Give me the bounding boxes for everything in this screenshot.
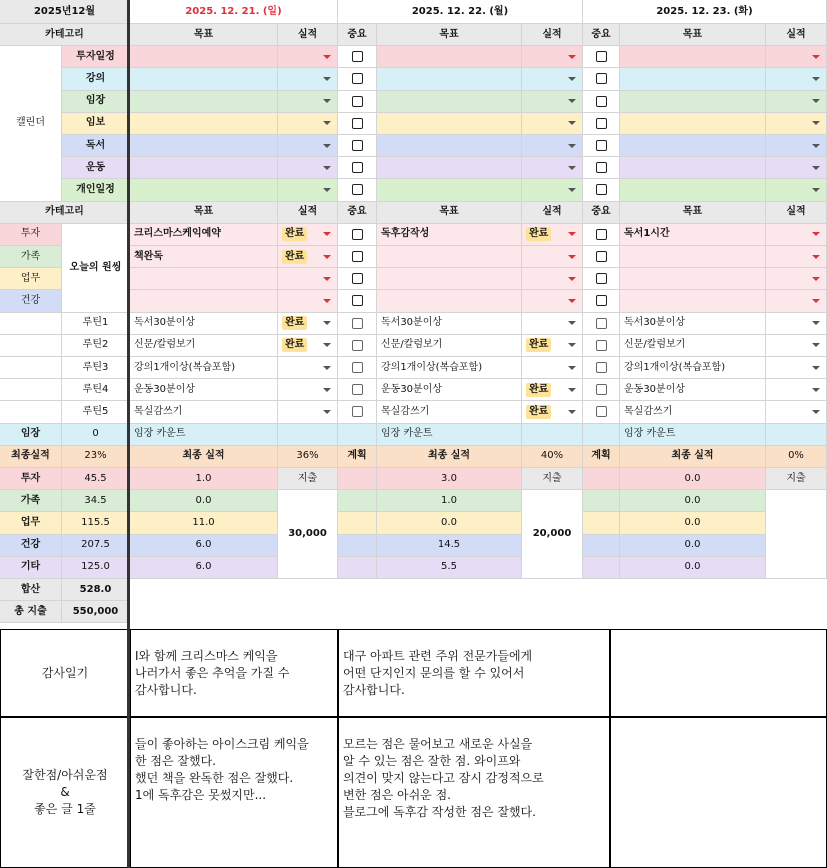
total-label: 합산 — [0, 579, 62, 601]
routine-blank — [0, 335, 62, 357]
important-cell — [583, 335, 620, 357]
important-checkbox[interactable] — [596, 273, 607, 284]
day-final-value: 1.0 — [130, 468, 278, 490]
day-final-value: 5.5 — [377, 557, 522, 579]
plan-cell[interactable] — [583, 490, 620, 512]
important-cell — [338, 179, 377, 201]
important-checkbox[interactable] — [352, 295, 363, 306]
reflection-entry-3[interactable] — [610, 717, 827, 868]
important-cell — [338, 91, 377, 113]
done-chip: 완료 — [526, 383, 551, 397]
calendar-goal-input[interactable] — [130, 157, 278, 179]
important-cell — [338, 401, 377, 423]
important-cell — [338, 313, 377, 335]
summary-value: 207.5 — [62, 535, 130, 557]
calendar-row-label: 임보 — [62, 113, 130, 135]
done-chip: 완료 — [526, 405, 551, 419]
day-expense — [766, 490, 827, 579]
important-checkbox[interactable] — [596, 251, 607, 262]
result-dropdown[interactable] — [766, 46, 827, 68]
day-final-value: 6.0 — [130, 557, 278, 579]
final-result-col: 최종 실적 — [130, 446, 278, 468]
routine-goal[interactable]: 강의1개이상(복습포함) — [130, 357, 278, 379]
result-dropdown[interactable] — [278, 135, 338, 157]
done-chip: 완료 — [526, 227, 551, 241]
calendar-goal-input[interactable] — [377, 91, 522, 113]
goal-header: 목표 — [130, 24, 278, 46]
important-checkbox[interactable] — [352, 51, 363, 62]
onething-category: 투자 — [0, 224, 62, 246]
important-checkbox[interactable] — [352, 273, 363, 284]
day-final-value: 14.5 — [377, 535, 522, 557]
calendar-goal-input[interactable] — [130, 113, 278, 135]
summary-label: 가족 — [0, 490, 62, 512]
day-expense: 30,000 — [278, 490, 338, 579]
important-checkbox[interactable] — [596, 406, 607, 417]
result-dropdown[interactable] — [522, 246, 583, 268]
important-checkbox[interactable] — [352, 362, 363, 373]
important-cell — [338, 157, 377, 179]
day-final-value: 6.0 — [130, 535, 278, 557]
calendar-row-label: 독서 — [62, 135, 130, 157]
important-cell — [338, 113, 377, 135]
important-cell — [583, 290, 620, 312]
calendar-goal-input[interactable] — [130, 135, 278, 157]
done-chip: 완료 — [282, 250, 307, 264]
blank — [522, 424, 583, 446]
routine-goal[interactable]: 운동30분이상 — [620, 379, 766, 401]
important-checkbox[interactable] — [596, 162, 607, 173]
onething-goal[interactable] — [620, 246, 766, 268]
calendar-goal-input[interactable] — [130, 179, 278, 201]
result-dropdown[interactable] — [766, 357, 827, 379]
calendar-goal-input[interactable] — [620, 179, 766, 201]
important-checkbox[interactable] — [596, 118, 607, 129]
done-chip: 완료 — [526, 338, 551, 352]
result-dropdown[interactable] — [522, 91, 583, 113]
important-cell — [338, 246, 377, 268]
plan-cell[interactable] — [338, 490, 377, 512]
routine-label: 루틴5 — [62, 401, 130, 423]
result-dropdown[interactable] — [278, 290, 338, 312]
blank — [338, 424, 377, 446]
summary-label: 업무 — [0, 512, 62, 534]
important-checkbox[interactable] — [596, 318, 607, 329]
onething-goal[interactable] — [620, 290, 766, 312]
result-dropdown[interactable] — [766, 68, 827, 90]
result-dropdown[interactable] — [766, 113, 827, 135]
calendar-goal-input[interactable] — [620, 113, 766, 135]
calendar-goal-input[interactable] — [377, 46, 522, 68]
routine-label: 루틴1 — [62, 313, 130, 335]
result-dropdown[interactable] — [522, 46, 583, 68]
onething-category: 건강 — [0, 290, 62, 312]
routine-goal[interactable]: 강의1개이상(복습포함) — [377, 357, 522, 379]
lecture-count-text: 임장 카운트 — [377, 424, 522, 446]
category-header: 카테고리 — [0, 24, 130, 46]
result-dropdown[interactable] — [278, 113, 338, 135]
routine-blank — [0, 313, 62, 335]
result-dropdown[interactable] — [278, 68, 338, 90]
day-final-value: 0.0 — [620, 490, 766, 512]
important-cell — [583, 179, 620, 201]
result-dropdown[interactable] — [278, 157, 338, 179]
routine-blank — [0, 379, 62, 401]
category-header: 카테고리 — [0, 202, 130, 224]
plan-label: 계획 — [338, 446, 377, 468]
done-chip: 완료 — [282, 338, 307, 352]
onething-goal[interactable] — [130, 268, 278, 290]
goal-header: 목표 — [130, 202, 278, 224]
important-checkbox[interactable] — [352, 318, 363, 329]
routine-goal[interactable]: 신문/칼럼보기 — [620, 335, 766, 357]
result-dropdown[interactable] — [766, 401, 827, 423]
routine-goal[interactable]: 목실감쓰기 — [377, 401, 522, 423]
important-cell — [338, 379, 377, 401]
onething-category: 가족 — [0, 246, 62, 268]
important-cell — [338, 335, 377, 357]
summary-label: 투자 — [0, 468, 62, 490]
day-final-value: 0.0 — [620, 468, 766, 490]
important-checkbox[interactable] — [596, 229, 607, 240]
result-header: 실적 — [522, 24, 583, 46]
calendar-label: 캘린더 — [0, 46, 62, 201]
routine-goal[interactable]: 신문/칼럼보기 — [130, 335, 278, 357]
important-checkbox[interactable] — [596, 51, 607, 62]
day-final-value: 0.0 — [620, 535, 766, 557]
important-checkbox[interactable] — [352, 162, 363, 173]
lecture-count-text: 임장 카운트 — [130, 424, 278, 446]
important-cell — [583, 157, 620, 179]
important-checkbox[interactable] — [352, 251, 363, 262]
result-dropdown[interactable] — [278, 401, 338, 423]
plan-cell[interactable] — [583, 512, 620, 534]
goal-header: 목표 — [620, 24, 766, 46]
expense-label: 지출 — [278, 468, 338, 490]
calendar-goal-input[interactable] — [377, 68, 522, 90]
important-header: 중요 — [338, 202, 377, 224]
important-cell — [583, 401, 620, 423]
important-header: 중요 — [338, 24, 377, 46]
result-dropdown[interactable] — [278, 335, 338, 357]
calendar-goal-input[interactable] — [620, 91, 766, 113]
goal-header: 목표 — [620, 202, 766, 224]
onething-category: 업무 — [0, 268, 62, 290]
onething-goal[interactable] — [377, 268, 522, 290]
onething-goal[interactable] — [130, 290, 278, 312]
day-expense: 20,000 — [522, 490, 583, 579]
blank — [278, 424, 338, 446]
important-checkbox[interactable] — [352, 140, 363, 151]
day-final-value: 0.0 — [377, 512, 522, 534]
important-cell — [583, 313, 620, 335]
important-checkbox[interactable] — [352, 340, 363, 351]
goal-header: 목표 — [377, 24, 522, 46]
important-cell — [338, 68, 377, 90]
final-result-col: 최종 실적 — [620, 446, 766, 468]
plan-cell[interactable] — [338, 535, 377, 557]
calendar-goal-input[interactable] — [377, 135, 522, 157]
result-dropdown[interactable] — [522, 313, 583, 335]
onething-goal[interactable] — [377, 246, 522, 268]
important-cell — [338, 268, 377, 290]
blank — [583, 424, 620, 446]
important-cell — [583, 268, 620, 290]
routine-label: 루틴4 — [62, 379, 130, 401]
result-dropdown[interactable] — [522, 357, 583, 379]
routine-goal[interactable]: 강의1개이상(복습포함) — [620, 357, 766, 379]
result-dropdown[interactable] — [522, 268, 583, 290]
important-cell — [338, 357, 377, 379]
important-cell — [338, 290, 377, 312]
summary-value: 34.5 — [62, 490, 130, 512]
important-cell — [338, 224, 377, 246]
result-dropdown[interactable] — [522, 68, 583, 90]
result-dropdown[interactable] — [278, 46, 338, 68]
onething-goal[interactable] — [377, 290, 522, 312]
calendar-goal-input[interactable] — [130, 68, 278, 90]
important-checkbox[interactable] — [352, 406, 363, 417]
important-checkbox[interactable] — [596, 340, 607, 351]
calendar-goal-input[interactable] — [620, 157, 766, 179]
routine-goal[interactable]: 독서30분이상 — [377, 313, 522, 335]
important-cell — [338, 135, 377, 157]
important-checkbox[interactable] — [596, 384, 607, 395]
expense-label: 지출 — [522, 468, 583, 490]
result-header: 실적 — [522, 202, 583, 224]
day-final-pct: 36% — [278, 446, 338, 468]
day-final-value: 1.0 — [377, 490, 522, 512]
result-header: 실적 — [766, 202, 827, 224]
routine-label: 루틴2 — [62, 335, 130, 357]
routine-goal[interactable]: 독서30분이상 — [620, 313, 766, 335]
important-checkbox[interactable] — [596, 73, 607, 84]
important-checkbox[interactable] — [596, 362, 607, 373]
lecture-count-text: 임장 카운트 — [620, 424, 766, 446]
routine-goal[interactable]: 목실감쓰기 — [620, 401, 766, 423]
summary-value: 115.5 — [62, 512, 130, 534]
onething-goal[interactable]: 책완독 — [130, 246, 278, 268]
gratitude-entry-1[interactable]: I와 함께 크리스마스 케익을 나러가서 좋은 추억을 가질 수 감사합니다. — [130, 629, 338, 717]
result-dropdown[interactable] — [766, 157, 827, 179]
onething-label: 오늘의 원씽 — [62, 224, 130, 313]
result-dropdown[interactable] — [522, 290, 583, 312]
result-dropdown[interactable] — [278, 379, 338, 401]
result-dropdown[interactable] — [766, 290, 827, 312]
total-expense-label: 총 지출 — [0, 601, 62, 623]
result-dropdown[interactable] — [278, 224, 338, 246]
lecture-count-label: 임장 — [0, 424, 62, 446]
lecture-count-value: 0 — [62, 424, 130, 446]
result-dropdown[interactable] — [766, 246, 827, 268]
important-checkbox[interactable] — [352, 96, 363, 107]
onething-goal[interactable]: 독서1시간 — [620, 224, 766, 246]
month-title: 2025년12월 — [0, 0, 130, 24]
important-cell — [583, 68, 620, 90]
calendar-row-label: 강의 — [62, 68, 130, 90]
routine-blank — [0, 401, 62, 423]
routine-goal[interactable]: 운동30분이상 — [377, 379, 522, 401]
final-result-col: 최종 실적 — [377, 446, 522, 468]
total-value: 528.0 — [62, 579, 130, 601]
gratitude-entry-3[interactable] — [610, 629, 827, 717]
day-final-pct: 40% — [522, 446, 583, 468]
result-dropdown[interactable] — [522, 135, 583, 157]
result-dropdown[interactable] — [766, 313, 827, 335]
result-dropdown[interactable] — [278, 313, 338, 335]
blank — [766, 424, 827, 446]
calendar-goal-input[interactable] — [620, 46, 766, 68]
day-final-pct: 0% — [766, 446, 827, 468]
day-final-value: 11.0 — [130, 512, 278, 534]
important-checkbox[interactable] — [352, 118, 363, 129]
calendar-goal-input[interactable] — [620, 68, 766, 90]
calendar-row-label: 개인일정 — [62, 179, 130, 201]
day-final-value: 3.0 — [377, 468, 522, 490]
important-cell — [583, 224, 620, 246]
result-dropdown[interactable] — [522, 179, 583, 201]
onething-goal[interactable] — [620, 268, 766, 290]
important-cell — [583, 46, 620, 68]
expense-label: 지출 — [766, 468, 827, 490]
date-header-1: 2025. 12. 21. (일) — [130, 0, 338, 24]
result-dropdown[interactable] — [522, 401, 583, 423]
result-dropdown[interactable] — [766, 135, 827, 157]
important-cell — [583, 379, 620, 401]
important-cell — [583, 246, 620, 268]
summary-value: 125.0 — [62, 557, 130, 579]
plan-cell[interactable] — [338, 557, 377, 579]
important-cell — [583, 113, 620, 135]
onething-goal[interactable]: 독후감작성 — [377, 224, 522, 246]
result-header: 실적 — [766, 24, 827, 46]
routine-goal[interactable]: 운동30분이상 — [130, 379, 278, 401]
result-dropdown[interactable] — [522, 157, 583, 179]
important-cell — [583, 91, 620, 113]
result-dropdown[interactable] — [766, 379, 827, 401]
frozen-column-divider — [127, 0, 130, 868]
result-dropdown[interactable] — [766, 179, 827, 201]
result-dropdown[interactable] — [766, 335, 827, 357]
important-checkbox[interactable] — [596, 295, 607, 306]
important-checkbox[interactable] — [352, 184, 363, 195]
summary-label: 건강 — [0, 535, 62, 557]
important-checkbox[interactable] — [352, 229, 363, 240]
gratitude-entry-2[interactable]: 대구 아파트 관련 주위 전문가들에게 어떤 단지인지 문의를 할 수 있어서 감사합니다. — [338, 629, 610, 717]
important-checkbox[interactable] — [352, 73, 363, 84]
important-cell — [583, 357, 620, 379]
calendar-goal-input[interactable] — [130, 46, 278, 68]
result-header: 실적 — [278, 202, 338, 224]
plan-cell[interactable] — [583, 557, 620, 579]
day-final-value: 0.0 — [620, 557, 766, 579]
summary-value: 45.5 — [62, 468, 130, 490]
plan-cell[interactable] — [338, 512, 377, 534]
important-cell — [338, 46, 377, 68]
reflection-entry-1[interactable]: 들이 좋아하는 아이스크림 케익을 한 점은 잘했다. 했던 책을 완독한 점은 잘했다. 1에 독후감은 못썼지만... — [130, 717, 338, 868]
plan-label: 계획 — [583, 446, 620, 468]
routine-blank — [0, 357, 62, 379]
important-header: 중요 — [583, 24, 620, 46]
day-final-value: 0.0 — [130, 490, 278, 512]
result-dropdown[interactable] — [522, 113, 583, 135]
calendar-row-label: 운동 — [62, 157, 130, 179]
calendar-goal-input[interactable] — [620, 135, 766, 157]
calendar-row-label: 임장 — [62, 91, 130, 113]
reflection-label: 잘한점/아쉬운점 & 좋은 글 1줄 — [0, 717, 130, 868]
result-dropdown[interactable] — [522, 335, 583, 357]
calendar-goal-input[interactable] — [377, 179, 522, 201]
gratitude-label: 감사일기 — [0, 629, 130, 717]
result-dropdown[interactable] — [766, 91, 827, 113]
routine-label: 루틴3 — [62, 357, 130, 379]
routine-goal[interactable]: 신문/칼럼보기 — [377, 335, 522, 357]
onething-goal[interactable]: 크리스마스케익예약 — [130, 224, 278, 246]
final-result-pct: 23% — [62, 446, 130, 468]
result-dropdown[interactable] — [278, 246, 338, 268]
result-dropdown[interactable] — [278, 357, 338, 379]
date-header-2: 2025. 12. 22. (월) — [338, 0, 583, 24]
total-expense-value: 550,000 — [62, 601, 130, 623]
routine-goal[interactable]: 독서30분이상 — [130, 313, 278, 335]
calendar-row-label: 투자일정 — [62, 46, 130, 68]
date-header-3: 2025. 12. 23. (화) — [583, 0, 827, 24]
routine-goal[interactable]: 목실감쓰기 — [130, 401, 278, 423]
plan-cell[interactable] — [583, 535, 620, 557]
result-dropdown[interactable] — [278, 268, 338, 290]
reflection-entry-2[interactable]: 모르는 점은 물어보고 새로운 사실을 알 수 있는 점은 잘한 점. 와이프와 의견이 맞지 않는다고 잠시 감정적으로 변한 점은 아쉬운 점. 블로그에 독후감 작성한 점은 잘했다. — [338, 717, 610, 868]
result-dropdown[interactable] — [522, 379, 583, 401]
goal-header: 목표 — [377, 202, 522, 224]
calendar-goal-input[interactable] — [377, 157, 522, 179]
done-chip: 완료 — [282, 316, 307, 330]
summary-label: 기타 — [0, 557, 62, 579]
important-checkbox[interactable] — [596, 184, 607, 195]
important-checkbox[interactable] — [352, 384, 363, 395]
result-header: 실적 — [278, 24, 338, 46]
day-final-value: 0.0 — [620, 512, 766, 534]
result-dropdown[interactable] — [278, 179, 338, 201]
result-dropdown[interactable] — [766, 268, 827, 290]
plan-cell[interactable] — [583, 468, 620, 490]
final-result-label: 최종실적 — [0, 446, 62, 468]
result-dropdown[interactable] — [522, 224, 583, 246]
calendar-goal-input[interactable] — [377, 113, 522, 135]
important-header: 중요 — [583, 202, 620, 224]
result-dropdown[interactable] — [766, 224, 827, 246]
important-checkbox[interactable] — [596, 140, 607, 151]
calendar-goal-input[interactable] — [130, 91, 278, 113]
plan-cell[interactable] — [338, 468, 377, 490]
important-cell — [583, 135, 620, 157]
result-dropdown[interactable] — [278, 91, 338, 113]
done-chip: 완료 — [282, 227, 307, 241]
important-checkbox[interactable] — [596, 96, 607, 107]
